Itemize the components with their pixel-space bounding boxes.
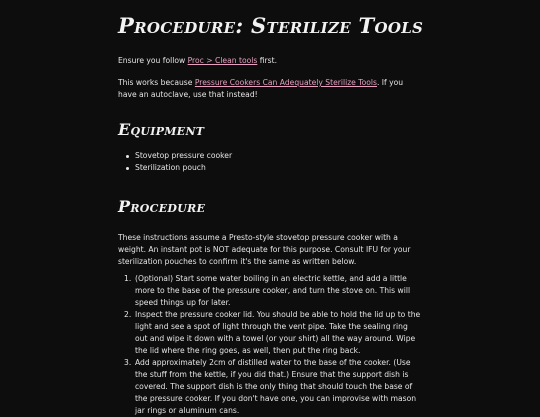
reason-text: This works because (118, 78, 195, 87)
list-item (118, 357, 422, 417)
procedure-description: These instructions assume a Presto-style stovetop pressure cooker with a weight. An instant pot is NOT adequate for this purpose. Consult IFU for your sterilization pouches to confirm it's the same as written below. (118, 233, 411, 266)
intro-paragraph-clean (118, 55, 422, 67)
intro-text-end: first. (257, 56, 277, 65)
step-number: 3. (124, 358, 132, 367)
list-item: Stovetop pressure cooker (118, 150, 422, 162)
step-number: 1. (124, 274, 132, 283)
clean-tools-link[interactable]: Proc > Clean tools (187, 56, 258, 65)
procedure-heading: Procedure (118, 197, 206, 216)
list-item (118, 309, 422, 357)
step-text: (Optional) Start some water boiling in an electric kettle, and add a little more to the base of the pressure cooker, and turn the stove on. This will speed things up for later. (135, 274, 411, 307)
procedure-steps (118, 273, 422, 417)
intro-text: Ensure you follow (118, 56, 188, 65)
equipment-heading: Equipment (118, 120, 205, 139)
intro-paragraph-reason (118, 77, 422, 101)
step-number: 2. (124, 310, 132, 319)
reason-text-end: . If you have an autoclave, use that instead! (118, 78, 404, 99)
list-item: Sterilization pouch (118, 162, 422, 174)
list-item (118, 273, 422, 309)
step-text: Add approximately 2cm of distilled water to the base of the cooker. (Use the stuff from the kettle, if you did that.) Ensure that the support dish is covered. The support dish is the only thing that should touch the base of the pressure cooker. If you don't have one, you can improvise with mason jar rings or aluminum cans. (135, 358, 417, 415)
step-text: Inspect the pressure cooker lid. You should be able to hold the lid up to the light and see a spot of light through the vent pipe. Take the sealing ring out and wipe it down with a towel (or your shirt) all the way around. Wipe the lid where the ring goes, as well, then put the ring back. (135, 310, 421, 355)
pressure-cookers-link[interactable]: Pressure Cookers Can Adequately Sterilize Tools (194, 78, 377, 87)
page-title: Procedure: Sterilize Tools (118, 13, 424, 38)
equipment-list (118, 150, 422, 174)
